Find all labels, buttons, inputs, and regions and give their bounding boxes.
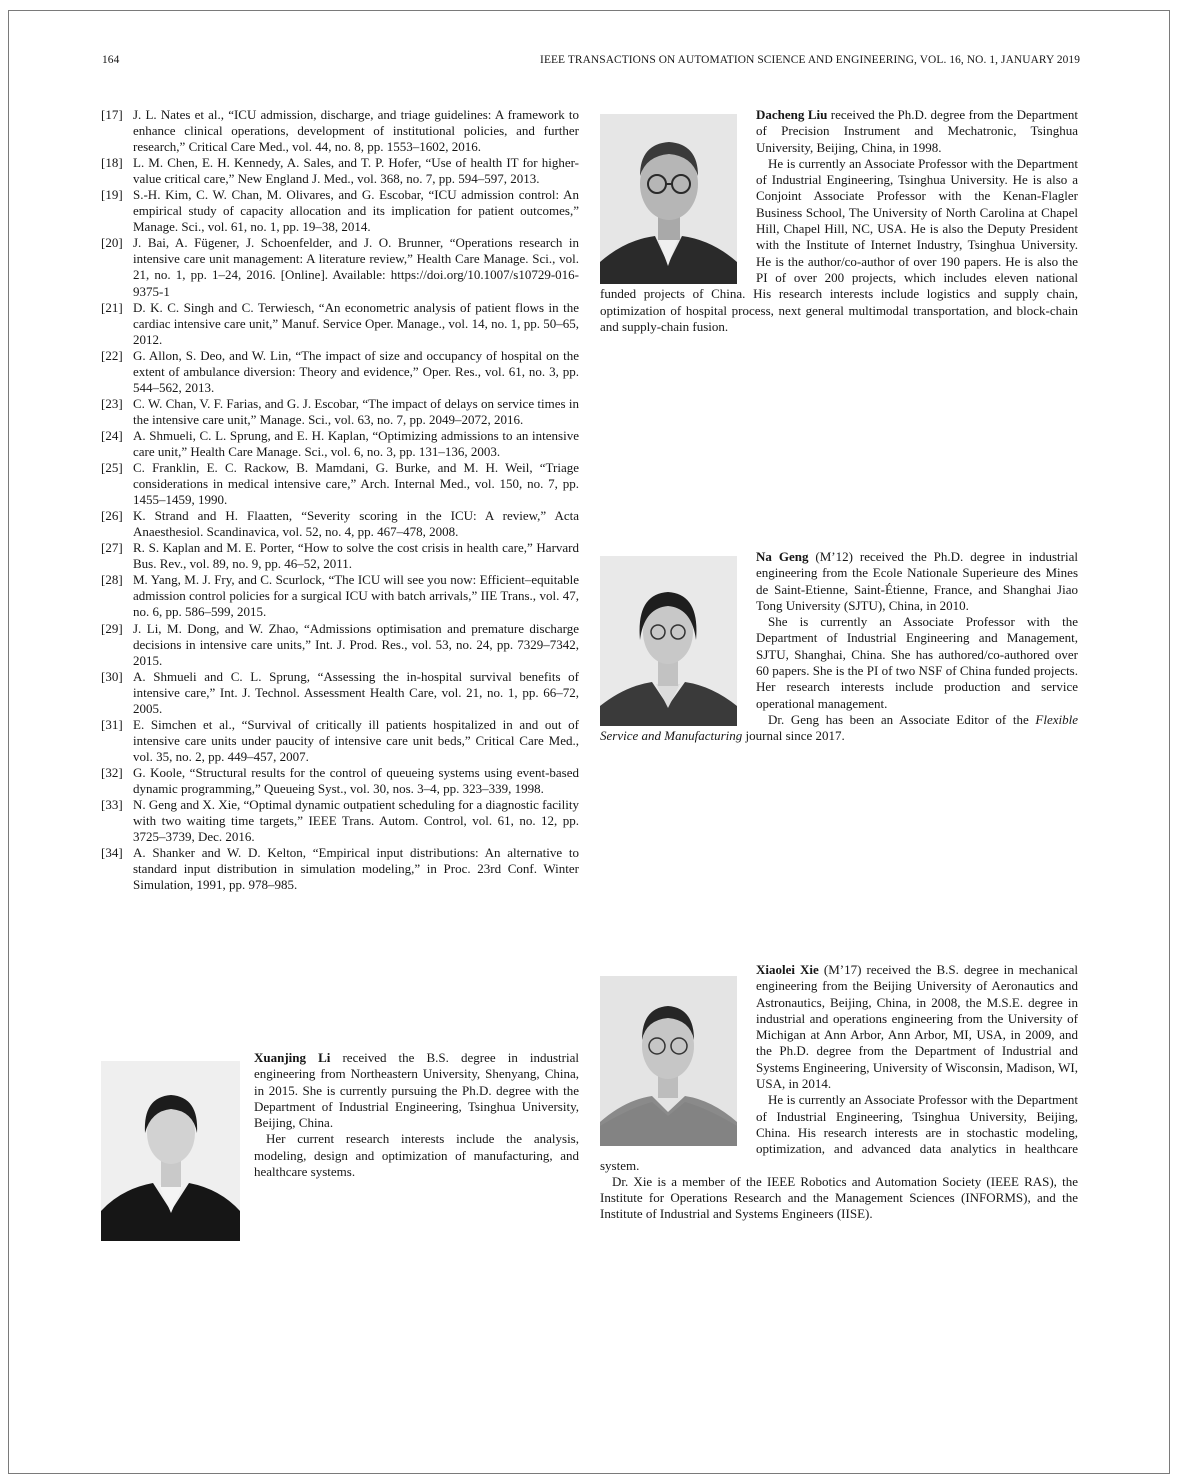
reference-item [101,107,579,155]
author-photo-xuanjing-li [101,1061,240,1241]
journal-name: Flexible Service and Manufacturing [600,711,1078,744]
reference-number: [34] [101,845,123,861]
running-header: IEEE TRANSACTIONS ON AUTOMATION SCIENCE AND ENGINEERING, VOL. 16, NO. 1, JANUARY 2019 [540,54,1080,66]
reference-number: [18] [101,155,123,171]
reference-number: [28] [101,572,123,588]
reference-number: [19] [101,187,123,203]
reference-text: S.-H. Kim, C. W. Chan, M. Olivares, and G. Escobar, “ICU admission control: An empirical study of capacity allocation and its implication for patient outcomes,” Manage. Sci., vol. 61, no. 1, pp. 19–38, 2014. [133,187,579,235]
author-name: Xiaolei Xie [756,962,819,977]
reference-number: [25] [101,460,123,476]
reference-item [101,460,579,508]
reference-number: [31] [101,716,123,732]
reference-text: C. W. Chan, V. F. Farias, and G. J. Escobar, “The impact of delays on service times in the intensive care unit,” Manage. Sci., vol. 63, no. 7, pp. 2049–2072, 2016. [133,395,579,427]
author-photo-dacheng-liu [600,114,737,284]
reference-item [101,797,579,845]
reference-text: K. Strand and H. Flaatten, “Severity scoring in the ICU: A review,” Acta Anaesthesiol. Scandinavica, vol. 52, no. 4, pp. 467–478, 2008. [133,508,579,540]
reference-number: [24] [101,427,123,443]
bio-xiaolei-xie [600,962,1078,1223]
reference-text: J. Bai, A. Fügener, J. Schoenfelder, and J. O. Brunner, “Operations research in intensive care unit management: A literature review,” Health Care Manage. Sci., vol. 21, no. 1, pp. 1–24, 2016. [Online]. Available: https://doi.org/10.1007/s10729-016-9375-1 [133,235,579,299]
author-name: Xuanjing Li [254,1050,331,1065]
bio-text: journal since 2017. [742,728,845,744]
reference-text: A. Shmueli, C. L. Sprung, and E. H. Kaplan, “Optimizing admissions to an intensive care unit,” Health Care Manage. Sci., vol. 6, no. 3, pp. 131–136, 2003. [133,427,579,459]
bio-paragraph: Her current research interests include the analysis, modeling, design and optimization of manufacturing, and healthcare systems. [254,1131,579,1180]
reference-text: M. Yang, M. J. Fry, and C. Scurlock, “The ICU will see you now: Efficient–equitable admission control policies for a surgical ICU with batch arrivals,” IIE Trans., vol. 47, no. 6, pp. 586–599, 2015. [133,572,579,620]
reference-text: G. Koole, “Structural results for the control of queueing systems using event-based dynamic programming,” Queueing Syst., vol. 30, nos. 3–4, pp. 323–339, 1998. [133,764,579,796]
reference-list [101,107,579,893]
author-photo-na-geng [600,556,737,726]
reference-text: A. Shanker and W. D. Kelton, “Empirical input distributions: An alternative to standard input distribution in simulation modeling,” in Proc. 23rd Conf. Winter Simulation, 1991, pp. 978–985. [133,845,579,893]
bio-paragraph: He is currently an Associate Professor with the Department of Industrial Engineering, Tsinghua University. He is also a Conjoint Associate Professor with the Kenan-Flagler Business School, The University of North Carolina at Chapel Hill, Chapel Hill, NC, USA. He is also the Deputy President with the Institute of Internet Industry, Tsinghua University. He is the author/co-author of over 190 papers. He is also the PI of over 200 projects, which includes eleven national funded projects of China. His research interests include logistics and supply chain, optimization of hospital process, next general multimodal transportation, and block-chain and supply-chain fusion. [600,155,1078,334]
reference-number: [23] [101,395,123,411]
bio-paragraph: She is currently an Associate Professor with the Department of Industrial Engineering and Management, SJTU, Shanghai, China. She has authored/co-authored over 60 papers. She is the PI of two NSF of China funded projects. Her research interests include production and service operational management. [756,614,1078,711]
reference-item [101,187,579,235]
reference-item [101,300,579,348]
reference-text: E. Simchen et al., “Survival of critically ill patients hospitalized in and out of intensive care units under paucity of intensive care unit beds,” Critical Care Med., vol. 35, no. 2, pp. 449–457, 2007. [133,716,579,764]
reference-item [101,155,579,187]
reference-item [101,235,579,299]
reference-item [101,717,579,765]
reference-item [101,621,579,669]
reference-number: [27] [101,540,123,556]
reference-number: [32] [101,764,123,780]
reference-item [101,348,579,396]
bio-xuanjing-li [101,1050,579,1243]
reference-item [101,669,579,717]
reference-text: C. Franklin, E. C. Rackow, B. Mamdani, G. Burke, and M. H. Weil, “Triage considerations in medical intensive care,” Arch. Internal Med., vol. 150, no. 7, pp. 1455–1459, 1990. [133,460,579,508]
reference-number: [33] [101,797,123,813]
reference-text: A. Shmueli and C. L. Sprung, “Assessing the in-hospital survival benefits of intensive care,” Int. J. Technol. Assessment Health Care, vol. 21, no. 1, pp. 66–72, 2005. [133,668,579,716]
reference-number: [20] [101,235,123,251]
reference-item [101,508,579,540]
reference-text: G. Allon, S. Deo, and W. Lin, “The impact of size and occupancy of hospital on the extent of ambulance diversion: Theory and evidence,” Oper. Res., vol. 61, no. 3, pp. 544–562, 2013. [133,347,579,395]
bio-text: Dr. Geng has been an Associate Editor of the [768,711,1036,727]
bio-dacheng-liu [600,107,1078,335]
reference-text: D. K. C. Singh and C. Terwiesch, “An econometric analysis of patient flows in the cardiac intensive care unit,” Manuf. Service Oper. Manage., vol. 14, no. 1, pp. 50–65, 2012. [133,299,579,347]
reference-item [101,765,579,797]
reference-text: R. S. Kaplan and M. E. Porter, “How to solve the cost crisis in health care,” Harvard Bus. Rev., vol. 89, no. 9, pp. 46–52, 2011. [133,540,579,572]
reference-text: L. M. Chen, E. H. Kennedy, A. Sales, and T. P. Hofer, “Use of health IT for higher-value critical care,” New England J. Med., vol. 368, no. 7, pp. 594–597, 2013. [133,155,579,187]
reference-item [101,572,579,620]
reference-text: N. Geng and X. Xie, “Optimal dynamic outpatient scheduling for a diagnostic facility with two waiting time targets,” IEEE Trans. Autom. Control, vol. 61, no. 12, pp. 3725–3739, Dec. 2016. [133,797,579,845]
reference-item [101,428,579,460]
reference-number: [17] [101,107,123,122]
reference-text: J. L. Nates et al., “ICU admission, discharge, and triage guidelines: A framework to enhance clinical operations, development of institutional policies, and further research,” Critical Care Med., vol. 44, no. 8, pp. 1553–1602, 2016. [133,107,579,155]
page-number: 164 [102,54,120,66]
reference-text: J. Li, M. Dong, and W. Zhao, “Admissions optimisation and premature discharge decisions in intensive care units,” Int. J. Prod. Res., vol. 53, no. 24, pp. 7329–7342, 2015. [133,620,579,668]
bio-text: received the Ph.D. degree from the Department of Precision Instrument and Mechatronic, Tsinghua University, Beijing, China, in 1998. [756,107,1078,155]
reference-number: [21] [101,299,123,315]
reference-number: [30] [101,668,123,684]
bio-text: (M’12) received the Ph.D. degree in industrial engineering from the Ecole Nationale Superieure des Mines de Saint-Etienne, Saint-Étienne, France, and Shanghai Jiao Tong University (SJTU), China, in 2010. [756,549,1078,613]
author-name: Dacheng Liu [756,107,828,122]
reference-number: [26] [101,508,123,524]
bio-paragraph: Dr. Xie is a member of the IEEE Robotics and Automation Society (IEEE RAS), the Institute for Operations Research and the Management Sciences (INFORMS), and the Institute of Industrial and Systems Engineers (IISE). [600,1173,1078,1222]
bio-paragraph: He is currently an Associate Professor with the Department of Industrial Engineering, Tsinghua University, Beijing, China. His research interests are in stochastic modeling, optimization, and advanced data analytics in healthcare system. [600,1092,1078,1173]
reference-number: [22] [101,347,123,363]
author-name: Na Geng [756,549,809,564]
reference-item [101,540,579,572]
reference-number: [29] [101,620,123,636]
bio-text: (M’17) received the B.S. degree in mechanical engineering from the Beijing University of Aeronautics and Astronautics, Beijing, China, in 2008, the M.S.E. degree in industrial and operations engineering from the University of Michigan at Ann Arbor, Ann Arbor, MI, USA, in 2009, and the Ph.D. degree from the Department of Industrial and Systems Engineering, University of Wisconsin, Madison, WI, USA, in 2014. [756,962,1078,1092]
reference-item [101,396,579,428]
bio-text: received the B.S. degree in industrial engineering from Northeastern University, Shenyang, China, in 2015. She is currently pursuing the Ph.D. degree with the Department of Industrial Engineering, Tsinghua University, Beijing, China. [254,1050,579,1131]
bio-na-geng [600,549,1078,745]
reference-item [101,845,579,893]
author-photo-xiaolei-xie [600,976,737,1146]
